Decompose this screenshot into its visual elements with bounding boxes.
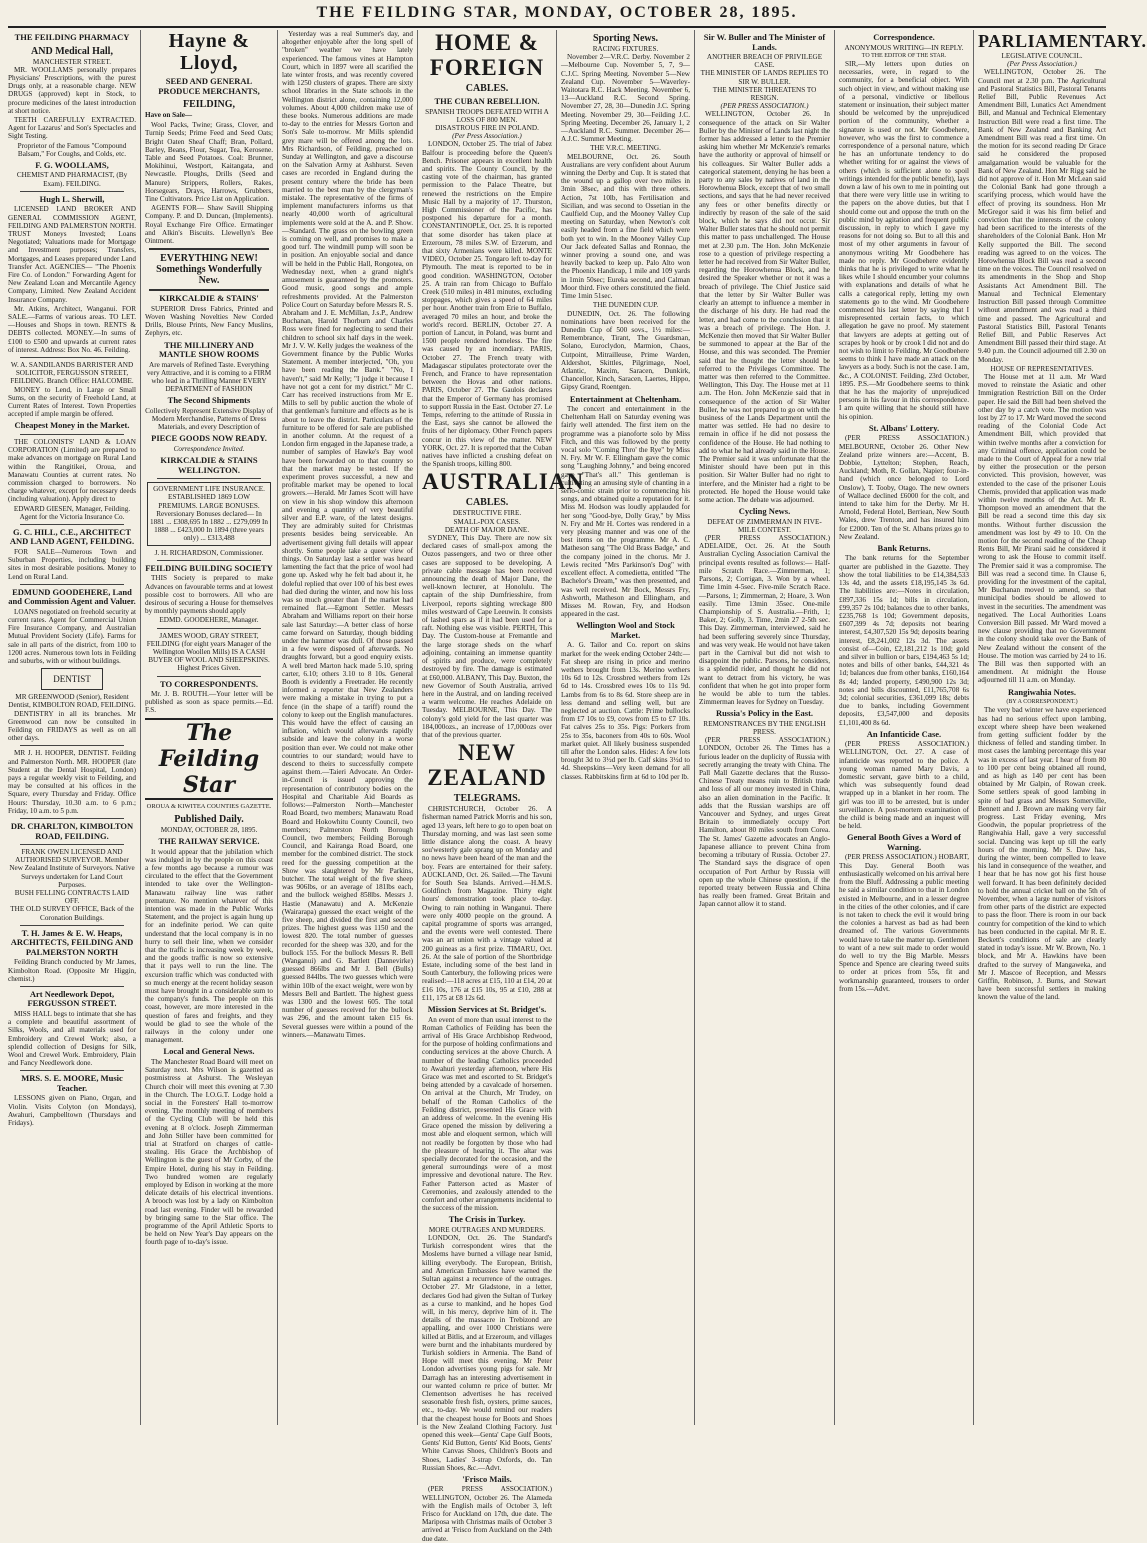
pharmacy-title: THE FEILDING PHARMACY <box>14 32 130 42</box>
heaps-notice: T. H. James & E. W. Heaps, ARCHITECTS, FEILDING AND PALMERSTON NORTH <box>10 927 134 957</box>
greenwood-notice: MR GREENWOOD (Senior), Resident Dentist, KIMBOLTON ROAD, FEILDING. <box>8 693 136 710</box>
railway-title: THE RAILWAY SERVICE. <box>158 836 260 847</box>
needlework-title: Art Needlework Depot, FERGUSSON STREET. <box>27 988 117 1009</box>
buller-title: Sir W. Buller and The Minister of Lands. <box>703 32 826 52</box>
column-8 <box>978 30 1147 1425</box>
column-divider <box>834 30 835 1425</box>
correspondence-invited: Correspondence Invited. <box>173 444 245 453</box>
russia-title: Russia's Policy in the East. <box>715 708 814 719</box>
dentist-logo: DENTIST <box>41 668 103 690</box>
correspondence-body: SIR,—My letters upon duties on necessaries, were, in regard to the community, for a beneficial object. With such object in view, and without making use of a personal, vindictive or libellous statement or insinuation, their subject matter should be welcomed by the unprejudiced portion of the community, whether a signature is used or not. Mr Goodbehere, however, who was the first to commence a correspondence of a personal nature, which he has an unfortunate tendency to do whether writing for or against the views of others (which is sufficient alone to spoil writings intended for the public benefit), lays down a law of his own to me in pointing out that there were very little use in writing to the papers on the above duties, but that I should come out and oppose the truth on the public mind by agitation and frequent public discussion, in reply to which I gave my reasons for not doing so. But to all this and most of my other arguments in favour of anonymous writing Mr Goodbehere has made no reply. Mr Goodbehere evidently thinks that he is privileged to write what he likes while I should encumber your columns with explanations and details of what he calls a categorical reply, letting my own statements go to the wind. Mr Goodbehere commenced his last letter by saying that I misrepresented certain facts, to which allegation he gave no proof. My statement that lawyers are adepts at getting out of scrapes by hook or by crook I did not and do not wish to limit to Feilding. Mr Goodbehere seems to think I have made an attack on the lawyers as a body. Such is not the case. I am, &c., A COLONIST. Feilding, 23rd October, 1895. P.S.—Mr Goodbehere seems to think that he has the majority of unprejudiced persons in his favour in this correspondence. I am quite willing that he should still have his opinion. <box>839 59 969 421</box>
atkins-notice: Mr. Atkins, Architect, Wanganui. FOR SALE.—Farms of various areas. TO LET.—Houses and Shops in town. RENTS & DEBTS collected. MONEY.—In sums of £100 to £500 and upwards at current rates of interest. Address: Box No. 46. Feilding. <box>8 304 136 354</box>
gazette-line: OROUA & KIWITEA COUNTIES GAZETTE. <box>146 802 272 810</box>
chemist-line: CHEMIST AND PHARMACIST, (By Exam). FEILDING. <box>16 171 128 188</box>
buller-press: (PER PRESS ASSOCIATION.) <box>720 102 809 111</box>
have-on-sale: Have on Sale— <box>145 111 193 119</box>
smallpox-cases: SMALL-POX CASES. <box>453 517 521 526</box>
second-shipments: The Second Shipments <box>167 395 251 406</box>
telegrams-title: TELEGRAMS. <box>453 793 521 805</box>
woollams-name: F. G. WOOLLAMS, <box>35 159 109 170</box>
forsale-notice: FOR SALE—Numerous Town and Suburban Properties, including building sites in most desirable positions. Money to Lend on Rural Land. <box>8 547 136 581</box>
pharmacy-body: MR. WOOLLAMS personally prepares Physicians' Prescriptions, with the purest Drugs only, at a reasonable charge. NEW DRUGS (approved) kept in Stock, to procure medicines of the latest introduction at short notice. <box>8 65 136 115</box>
cuban-rebellion: THE CUBAN REBELLION. <box>434 96 540 106</box>
sandilands-notice: W. A. SANDILANDS BARRISTER AND SOLICITOR, FERGUSSON STREET, FEILDING. Branch Office: HALCOMBE. <box>10 361 134 386</box>
column-divider <box>973 30 974 1425</box>
mission-title: Mission Services at St. Bridget's. <box>427 1004 547 1014</box>
pharmacy-subtitle: AND Medical Hall, <box>31 45 113 57</box>
sherwill-name: Hugh L. Sherwill, <box>39 193 105 204</box>
buller-sub3: THE MINISTER THREATENS TO RESIGN. <box>712 85 817 103</box>
column-5 <box>561 30 690 1425</box>
column-3-body: Yesterday was a real Summer's day, and altogether enjoyable after the long spell of "broken" weather we have lately experienced. The famous vines at Hampton Court, which in 1897 were all scarified the late winter frosts, and was recently covered with 1250 clusters of grapes. There are sixty school libraries in the State schools in the Wellington district alone, containing 12,000 volumes. About 4,000 children make use of these books. Numerous additions are made to-day to the entries for Messrs Gorton and Son's Sale to-morrow. Mr Mills splendid grey mare will be offered among the lots. Mrs Richardson, of Feilding, preached on Sunday at Wellington, and gave a discourse on the Salvation Army at Ashhurst. Seven cases are recorded in England during the present century where the bride has been married to the best man by the clergyman's mistake. The representative of the firms of implement manufacturers informs us that nearly 40,000 worth of agricultural implements were sold at the A. and P. Show.—Standard. The grass on the bowling green is coming on well, and promises to make a good turf. The windmill pump will soon be in position. An enjoyable social and dance will be held in the Public Hall, Rongotea, on Wednesday next, when a grand night's amusement is guaranteed by the promoters. Good music, good songs and ample refreshments provided. At the Palmerston Police Court on Saturday before Messrs R. S. Abraham and J. E. McMillan, J.s.P., Andrew Buchanan, Harold Thorburn and Charles Ross were fined for neglecting to send their children to school six half days in the week. Mr J. V. W. Kelly judges the weakness of the Government finance by the Public Works Statement. A member interjected, "Oh, you have been reading the Bank." "No, I haven't," said Mr Kelly; "I judge it because I have not got a cent for my district." Mr C. Carr has received instructions from Mr E. Mills to sell by public auction the whole of that gentleman's furniture and effects as he is about to leave the district. Particulars of the furniture to be offered for sale are published in another column. At the request of a London firm engaged in the Japanese trade, a number of samples of Hawke's Bay wool have been forwarded on to that country so that the market may be tested. If the experiment proves successful, a new and profitable market may be opened to local growers.—Herald. Mr James Scott will have on view in his shop window this afternoon and evening a quantity of very beautiful silver and E.P. ware, of the latest designs. They are admirably suited for Christmas presents besides being serviceable. An advertisement giving full details will appear shortly. Some people take a queer view of things. On Saturday last a settler was heard lamenting the fact that the price of wool had gone up. Asked why he felt bad about it, he doleful replied that over 100 of his best ewes had died during the winter, and now his loss was so much greater than if the market had remained flat.—Egmont Settler. Messrs Abraham and Williams report on their horse sale last Saturday:—A better class of horse came forward on Saturday, though bidding under the hammer was dull. Of those passed in a few were disposed of afterwards. No draughts forward, but a good enquiry exists. A well bred Marton hack made 5.10, spring carter, 6.10; others 3.10 to 8 10s. General Booth is evidently a Freetrader. He recently informed a reporter that New Zealanders were making a mistake in trying to put a fence (in the shape of a tariff) round the colony to keep out the English manufactures. This would have the effect of causing an inflation, which would afterwards rapidly subside and leave the colony in a worse position than ever. We could not make other countries to our standard; would have to descend to theirs to successfully compete against them.—Taieri Advocate. An Order-in-Council is issued approving the representation of contributory bodies on the Hospital and Charitable Aid Boards as follows:—Palmerston North—Manchester Road Board, two members; Manawatu Road Board and Hokowhitu County Council, two members; Palmerston North Borough Council, two members; Feilding Borough Council, and Kairanga Road Board, one member for the combined district. The stock reed for the guessing competition at the Show was slaughtered by Mr Parkins, butcher. The total weight of the five sheep was 906lbs, or an average of 181lbs each, and the bullock weighed 858lbs. Messrs J. Hastie (Manawatu) and A. McKenzie (Wairarapa) guessed the exact weight of the five sheep, and divided the first and second prizes. The highest guess was 1150 and the lowest 820. The total number of guesses recorded for the sheep was 320, and for the bullock 155. For the bullock Messrs R. Bell (Wanganui) and G. Bartlett (Dannevirke) guessed 866lbs and Mr J. Bell (Bulls) guessed 844lbs. The two guesses which were within 10lb of the exact weight, were won by Messrs Bell and Bartlett. The highest guess was 1300 and the lowest 605. The total number of guesses received for the bullock was 296, and the amount taken £15 6s. Several guesses were within a pound of the winners.—Manawatu Times. <box>282 30 413 1039</box>
entertainment-title: Entertainment at Cheltenham. <box>569 393 682 404</box>
column-divider <box>140 30 141 1425</box>
correspondents-body: Mr. J. B. ROUTH.—Your letter will be published as soon as space permits.—Ed. F.S. <box>145 690 273 715</box>
masthead: THE FEILDING STAR, MONDAY, OCTOBER 28, 1895. <box>316 4 798 21</box>
moore-notice: MRS. S. E. MOORE, Music Teacher. <box>21 1073 123 1093</box>
entertainment-body: The concert and entertainment in the Cheltenham Hall on Saturday evening was fairly well attended. The first item on the programme was a pianoforte solo by Miss Fitch, and this was followed by the pretty vocal solo "Coming Thro' the Rye" by Miss N. Fry. Mr W. F. Ellingham gave the comic song "Laughing Johnny," and being encored gave "That's all." This gentleman is cultivating an amusing style of chanting in a serio-comic strain prior to commencing his songs, and obtained quite a reputation for it. Miss M. Hodson was loudly applauded for her song "Good-bye, Dolly Gray," by Miss N. Fry and Mr H. Cortes was rendered in a very pleasing manner and was one of the best items on the programme. Mr A. C. Matheson sang "The Old Brass Badge," and the company joined in the chorus. Mr J. Lewis recited "Mrs Parkinson's Dog" with excellent effect. A comedietta, entitled "The Bachelor's Dream," was then presented, and was well received. Mr Bock, Messrs Fry, Ashworth, Matheson and Ellingham, and Misses M. Rowan, Fry, and Hodson appeared in the cast. <box>561 405 690 619</box>
rangiwahia-body: The very bad winter we have experienced has had no serious effect upon lambing, except where sheep have been weakened from getting sufficient fodder by the thickness of felled and standing timber. In most cases the lambing percentage this year was in excess of last year. I hear of from 80 to 100 per cent being obtained all round, and as high as 140 per cent has been obtained by Mr Galpin, of Rowan creek. Some settlers speak of good lambing in spite of bad grass and Messrs Somerville, Bennett and J. Brown are making very fair progress. Last Friday evening, Mrs Goodwin, the popular proprietress of the Rangiwahia Hall, gave a very successful social. Dancing was kept up till the early hours of the morning. Mr S. Daw has, during the winter, been compelled to leave his land in consequence of the weather, and I hear that he has now got his first house well forward. It has been definitely decided to hold the annual cricket ball on the 5th of November, when a large number of visitors from other parts of the district are expected to pass the floor. There is room in our back country for competition of the kind to which has been conducted in the capital. Mr R. E. Beckett's conditions of sale are clearly stated in today's issue. Mr W. Brown, No. 1 block, and Mr A. Hawkins have been drafted to the survey of Mangaweka, and Mr J. Mascoe of Reception, and Messrs Griffin, Robinson, J. Burns, and Stewart have been successful settlers in making known the value of the land. <box>978 706 1106 1002</box>
column-divider <box>417 30 418 1425</box>
sporting-title: Sporting News. <box>592 33 658 44</box>
everything-new: EVERYTHING NEW! Somethings Wonderfully New. <box>156 253 262 287</box>
column-3 <box>282 30 413 1425</box>
home-foreign-title: HOME & FOREIGN <box>429 30 545 80</box>
kirkcaldie-wellington: KIRKCALDIE & STAINS WELLINGTON. <box>160 455 258 475</box>
cycling-body: (PER PRESS ASSOCIATION.) ADELAIDE, Oct. 26. At the South Australian Cycling Association Carnival the principal events resulted as follows:— Half-mile Scratch Race.—Zimmerman, 1; Parsons, 2; Corrigan, 3. Won by a wheel. Time 1min 4-5sec. Five-mile Scratch Race.—Parsons, 1; Zimmerman, 2; Hoare, 3. Won easily. Time 13min 35sec. One-mile Championship of S. Australia.—Frith, 1; Baker, 2; Golly, 3. Time, 2min 27 2-5th sec. This Day. Zimmerman, interviewed, said he had been suffering severely since Thursday, and was very weak. He would not have taken part in the Carnival but did not wish to disappoint the public. Parsons, he considers, is a splendid rider, and thought he did not want to detract from his victory, he was confident that when he got into proper form he would be able to turn the tables. Zimmerman leaves for Sydney on Tuesday. <box>699 534 830 707</box>
parliamentary-title: PARLIAMENTARY. <box>978 31 1147 51</box>
legislative-council: LEGISLATIVE COUNCIL. <box>1001 52 1083 60</box>
hooper-notice: MR J. H. HOOPER, DENTIST. Feilding and Palmerston North. MR. HOOPER (late Student at the Dental Hospital, London) pays a regular weekly visit to Feilding, and may be consulted at his offices in the Square, every Thursday and Friday. Office Hours: Thursday, 10.30 a.m. to 6 p.m.; Friday, 10 a.m. to 5 p.m. <box>8 749 136 815</box>
survey-office: THE OLD SURVEY OFFICE, Back of the Coronation Buildings. <box>10 905 134 922</box>
column-7 <box>839 30 969 1425</box>
australian-cables: CABLES. <box>465 497 509 509</box>
seed-merchants: SEED AND GENERAL PRODUCE MERCHANTS, <box>158 76 260 96</box>
agents-list: AGENTS FOR— Shaw Savill Shipping Company. P. and D. Duncan, (Implements). Royal Exchange Fire Office. Ermatinger and Alkin's Biscuits. Llewellyn's Bee Ointment. <box>145 204 273 246</box>
destructive-fire: DESTRUCTIVE FIRE. <box>452 509 522 518</box>
rangiwahia-title: Rangiwahia Notes. <box>1007 686 1076 697</box>
marvels-text: Are marvels of Refined Taste. Everything very Attractive, and it is coming to a FIRM who lead in a Thrilling Manner EVERY DEPARTMENT of FASHION <box>146 360 272 394</box>
dunedin-body: DUNEDIN, Oct. 26. The following nominations have been received for the Dunedin Cup of 500 sovs., 1½ miles:—Remembrance, Tirant, The Guardsman, Solano, Euroclydon, Marmion, Chaos, Cutpoint, Mitrailleuse, Prime Warden, Aldershot, Skittles, Pilgrimage, Noel, Atlantic, Maxim, Saracen, Dunkirk, Chancellor, Kinch, Saracen, Laertes, Hippo, Gipsy Grand, Roentgen. <box>561 309 690 392</box>
millinery-title: THE MILLINERY AND MANTLE SHOW ROOMS <box>159 339 259 360</box>
hayne-lloyd-title: Hayne & Lloyd, <box>168 30 250 74</box>
australian-body: SYDNEY, This Day. There are now six declared cases of small-pox among the Ouzos passengers, and two or three other cases are supposed to be developing. A private cable message has been received announcing the death of Major Dane, the well-known lecturer, at Honolulu. The captain of the ship Dumfriesshire, from Liverpool, reports sighting wreckage 800 miles westward of Cape Leeuwin. It consists of lashed spars as if it had been used for a raft. Nothing else was visible. PERTH, This Day. The Custom-house at Fremantle and the large storage sheds on the wharf adjoining, containing an immense quantity of spirits and produce, were completely destroyed by fire. The damage is estimated at £60,000. ALBANY, This Day. Buxton, the new Governor of South Australia, arrived here in the Austral, and on landing received a warm welcome. He reaches Adelaide on Tuesday. MELBOURNE, This Day. The colony's gold yield for the last quarter was 184,000ozs., an increase of 17,000ozs over that of the previous quarter. <box>422 534 552 739</box>
correspondence-sub: ANONYMOUS WRITING—IN REPLY. <box>844 43 964 52</box>
charlton-notice: DR. CHARLTON, KIMBOLTON ROAD, FEILDING. <box>10 821 134 841</box>
nz-body: CHRISTCHURCH, October 26. A fisherman named Patrick Morris and his son, aged 13 years, left here to go to open boat on Thursday morning, and was last seen some little distance along the coast. A heavy sou'westerly gale sprang up on Monday and no news have been heard of the man and the boy. Fears are entertained for their safety. AUCKLAND, Oct. 26. Sailed.—The Tavuni for South Sea Islands. Arrived.—H.M.S. Goldfinch from Magazine. Thirty eight hours' demonstration took place to-day. Owing to rain nothing in Wanganui. There were only 4000 people on the ground. A capital programme of sports was arranged, and the events were well contested. There was an art union with a vintage valued at 200 guineas as a first prize. TIMARU, Oct. 26. At the sale of portion of the Shortbridge Estate, including some of the best land in South Canterbury, the following prices were realised:—118 acres at £15, 110 at £14, 20 at £16 10s, 176 at £15 10s, 95 at £10, 288 at £11, 175 at £8 12s 6d. <box>422 805 552 1002</box>
buller-body: WELLINGTON, October 26. In consequence of the attack on Sir Walter Buller by the Minister of Lands last night the former has addressed a letter to the Premier asking him whether Mr McKenzie's remarks have the authority or approval of himself or his colleagues. Sir Walter Buller adds a categorical statement, denying he has been a party to any sales by natives of land in the Horowhenua Block, except that of two small sections, and says that he had never received any fees or other benefits directly or indirectly by reason of the sale of the said block, which he says did not occur. Sir Walter Buller states that he should not permit this matter to pass unchallenged. The House met at 2.30 p.m. The Hon. John McKenzie rose to a question of privilege respecting a letter he had received from Sir Walter Buller, regarding the Horowhenua Block, and he desired the Speaker whether or not it was a breach of privilege. The Chief Justice said that the letter by Sir Walter Buller was clearly an attempt to influence a member in the discharge of his duty. He had read the letter, and had come to the conclusion that it was a breach of privilege. The Hon. J. McKenzie then moved that Sir Walter Buller be summoned to appear at the Bar of the House, and this was seconded. The Premier said that he thought the letter should be referred to the Privileges Committee. The matter was then referred to the Committee. Wellington, This Day. The House met at 11 a.m. The Hon. John McKenzie said that in consequence of the action of Sir Walter Buller, he was not prepared to go on with the business of the Lands Department until the matter was settled. He had no desire to remain in office if he did not possess the confidence of the House. He had nothing to add to what he had already said in the House. The Premier said it was unfortunate that the Minister should have been put in this position. Sir Walter Buller had no right to interfere, and the Minister had a right to be protected. He hoped the House would take some action. The debate was adjourned. <box>699 110 830 504</box>
crisis-subtitle: MORE OUTRAGES AND MURDERS. <box>428 1225 546 1234</box>
kirkcaldie-body: SUPERIOR Dress Fabrics, Printed and Woven Washing Novelties New Corded Drills, Blouse Prints, New Fancy Muslins, Zephyrs, etc. <box>145 304 273 338</box>
australian-title: AUSTRALIAN <box>422 469 585 495</box>
foreign-body: LONDON, October 25. The trial of Jabez Balfour is proceeding before the Queen's Bench. Prisoner appears in excellent health and spirits. The County Council, by the casting vote of the chairman, has granted permission to the Palace Theatre, but renewed the restrictions on the Empire Music Hall by a majority of 17. Thurston, High Commissioner of the Pacific, has postponed his departure for a month. CONSTANTINOPLE, Oct. 25. It is reported that some disorder has taken place at Erzeroum, 78 miles S.W. of Erzerum, and that sixty Armenians were killed. MONTE VIDEO, October 25. Tongaro left to-day for Plymouth. The meat is reported to be in good condition. WASHINGTON, October 25. A train ran from Chicago to Buffalo Creek (510 miles) in 481 minutes, excluding stoppages, which gives a speed of 64 miles per hour. Another train from Erie to Buffalo, averaged 70 miles an hour, and broke the world's record. BERLIN, October 27. A portion of Lancut, in Poland, was burnt and 1500 people rendered homeless. The fire was caused by an incendiary. PARIS, October 27. The French treaty with Madagascar stipulates protectorate over the French, and France to have representation between the Hovas and other nations. PARIS, October 27. The Gaulois declares that the Emperor of Germany has promised to support Russia in the East. October 27. Le Temps, referring to the attitude of Russia in the East, says she cannot be allowed the fruits of her diplomacy. Other French papers concur in this view of the matter. NEW YORK, Oct. 27. It is reported that the Cuban natives have inflicted a crushing defeat on the Spanish troops, killing 800. <box>422 140 552 469</box>
booth-body: (PER PRESS ASSOCIATION.) HOBART, This Day. General Booth was enthusiastically welcomed on his arrival here from the Bluff. Addressing a public meeting he said a similar condition to that in London existed in Melbourne, and in a lesser degree in the cities of the other colonies, and if care is not taken to check the evil it would bring the colonies a harvest as bad as had been dreamed of. The various Governments would have to take the matter up. Gentlemen to want of a new suit made to order would do well to try the Big Marble. Messrs Spence and Spence are clearing tweed suits to order at prices from 55s, fit and workmanship guaranteed, trousers to order from 15s.—Advt. <box>839 853 969 993</box>
hall-notice: MISS HALL begs to intimate that she has a complete and beautiful assortment of Silks, Wools, and all materials used for Embroidery and Crewel Work; also, a splendid collection of Designs for Silk, Wool and Crewel Work. Embroidery, Plain and Fancy Needlework done. <box>8 1009 136 1068</box>
column-2 <box>145 30 273 1425</box>
parl-press: (Per Press Association.) <box>1007 60 1077 69</box>
crisis-title: The Crisis in Turkey. <box>448 1214 526 1225</box>
column-6 <box>699 30 830 1425</box>
russia-subtitle: REMONSTRANCES BY THE ENGLISH PRESS. <box>703 719 826 737</box>
infanticide-body: (PER PRESS ASSOCIATION.) WELLINGTON, Oct. 27. A case of infanticide was reported to the police. A young woman named Mary Davis, a domestic servant, gave birth to a child, which was subsequently found dead wrapped up in a blanket in her room. The girl was too ill to be arrested, but is under surveillance. A post-mortem examination of the child is being made and an inquest will be held. <box>839 740 969 831</box>
cycling-title: Cycling News. <box>738 506 791 517</box>
owen-notice: FRANK OWEN LICENSED AND AUTHORISED SURVEYOR. Member New Zealand Institute of Surveyors. Native Surveys undertaken for Land Court Purposes. <box>9 848 135 889</box>
balsam-notice: Proprietor of the Famous "Compound Balsam," For Coughs, and Colds, etc. <box>17 141 127 158</box>
wool-market-body: A. G. Tailor and Co. report on skins market for the week ending October 24th:—Fat sheep are rising in price and merino wethers brought from 13s. Merino wethers 10s 6d to 12s. Crossbred wethers from 12s 6d to 14s. Crossbred ewes 10s to 11s 9d. Lambs from 6s to 8s 6d. Store sheep are in less demand and selling well, but are neglected at auction. Cattle: Prime bullocks from £7 10s to £9, cows from £5 to £7 10s. Fat calves 25s to 35s. Pigs: Porkers from 25s to 35s, baconers from 40s to 60s. Wool market quiet. All likely business suspended till after the London sales. Hides: A few lots brought 3d to 3½d per lb. Calf skins 3½d to 4d. Sheepskins—Very keen demand for all classes. Rabbitskins firm at 6d to 10d per lb. <box>561 641 690 781</box>
building-society-title: FEILDING BUILDING SOCIETY <box>145 562 273 573</box>
cables-title: CABLES. <box>465 83 509 94</box>
correspondence-title: Correspondence. <box>873 32 935 42</box>
lottery-body: (PER PRESS ASSOCIATION.) MELBOURNE, October 26. Other New Zealand prize winners are:—Accent, B. Dobbie, Lyttelton; Stephen, Reach, Auckland; Moth, R. Gollan, Napier; four-in-hand (which once belonged to Lord Onslow), T. Tooby, Otago. The new owners of Wallace declined £6000 for the colt, and intend to take him for the Derby. Mr H. Arnold, Federal Hotel, Berriean, New South Wales, drew Trenton, and has insured him for £2000. Ten of the St. Albans prizes go to New Zealand. <box>839 434 969 541</box>
buller-sub2: THE MINISTER OF LANDS REPLIES TO SIR W. BULLER. <box>700 69 829 86</box>
piece-goods: PIECE GOODS NOW READY. <box>151 433 267 444</box>
branch-notice: Feilding Branch conducted by Mr James, Kimbolton Road. (Opposite Mr Higgin, chemist.) <box>8 958 136 983</box>
column-divider <box>277 30 278 1425</box>
mission-body: An event of more than usual interest to the Roman Catholics of Feilding has been the arrival of His Grace Archbishop Redwood, for the purpose of holding confirmations and conducting services at the above Church. A number of the leading Catholics proceeded to Awahuri yesterday afternoon, where His Grace was met and escorted to St. Bridget's being attended by a cavalcade of horsemen. On arrival at the Church, Mr Trudey, on behalf of the Roman Catholics of the Feilding district, presented His Grace with an address of welcome. In the evening His Grace opened the mission by delivering a most able and eloquent sermon, which will not readily be forgotten by those who had the pleasure of hearing it. The altar was specially decorated for the occasion, and the general surroundings were of a most impressive and devotional nature. The Rev. Father Patterson acted as Master of Ceremonies, and zealously attended to the comfort and other arrangements incidental to the success of the mission. <box>422 1015 552 1213</box>
bush-notice: BUSH FELLING CONTRACTS LAID OFF. <box>14 889 130 906</box>
russia-body: (PER PRESS ASSOCIATION.) LONDON, October 26. The Times has a furious leader on the duplicity of Russia with secretly arranging the treaty with China. The Pall Mall Gazette declares that the Russo-Chinese Treaty means ruin to British trade and loss of all our money invested in China, also an alien domination in the Pacific. It adds that the Russian warships are off Vancouver and Sydney, and urges Great Britain to immediately occupy Port Hamilton, about 80 miles south from Corea. The St. James' Gazette advocates an Anglo-Japanese alliance to prevent China from becoming a tributary of Russia. October 27. The Standard says the disgrace of open occupation of Port Arthur by Russia will open up the whole Chinese question, if the reported treaty between Russia and China has really been framed. Great Britain and Japan cannot allow it to stand. <box>699 736 830 909</box>
govt-life-insurance: GOVERNMENT LIFE INSURANCE. ESTABLISHED 1869 LOW PREMIUMS. LARGE BONUSES. Reversionary Bonuses declared— In 1881 ... £308,695 In 1882 ... £279,099 In 1888 ... £423,000 In 1894 (three years only) ... £313,488 <box>147 482 271 545</box>
death-major-dane: DEATH OF MAJOR DANE. <box>444 525 530 534</box>
lottery-title: St. Albans' Lottery. <box>868 422 940 433</box>
loans-notice: LOANS negotiated on freehold security at current rates. Agent for Commercial Union Fire Insurance Company, and Australian Mutual Provident Society (Life). Farms for sale in all parts of the district, from 100 to 1200 acres. Numerous town lots in Feilding and suburbs, with or without buildings. <box>8 607 136 665</box>
issue-date: MONDAY, OCTOBER 28, 1895. <box>160 825 258 834</box>
giesen-signature: EDWARD GIESEN, Manager, Feilding. <box>13 504 131 513</box>
council-body: WELLINGTON, October 26. The Council met at 2.30 p.m. The Agricultural and Pastoral Statistics Bill, Pastoral Tenants Relief Bill, Public Revenues Act Amendment Bill, Lunatics Act Amendment Bill, and Manual and Technical Elementary Instruction Bill were read a first time. The Bank of New Zealand and Banking Act Amendment Bill was read a first time. On the motion for its second reading Dr Grace said he considered the proposed amalgamation would be valuable for the Bank of New Zealand. Hon Mr Rigg said he did not approve of it. Hon Mr McLean said the Colonial Bank had gone through a scarifying process, which would have the effect of proving its soundness. Hon Mr McGregor said it was his firm belief and conviction that the interests of the colony had been sacrificed to the interests of the shareholders of the Colonial Bank. Hon Mr Kelly supported the Bill. The second reading was agreed to on the voices. The Horowhenua Block Bill was read a second time on the voices. The Council resolved on its amendments in the Shop and Shop Assistants Act Amendment Bill. The Manual and Technical Elementary Instruction Bill passed through Committee without amendment and was read a third time and passed. The Agricultural and Pastoral Statistics Bill, Pastoral Tenants Relief Bill, and Public Reserves Act Amendment Bill passed their third stage. At 9.40 p.m. the Council adjourned till 2.30 on Monday. <box>978 68 1106 364</box>
frisco-title: 'Frisco Mails. <box>462 1473 512 1484</box>
column-4 <box>422 30 585 1543</box>
frisco-body: (PER PRESS ASSOCIATION.) WELLINGTON, October 26. The Alameda with the English mails of October 3, left Frisco for Auckland on 17th, due date. The Mariposa with Christmas mails of October 3 arrived at 'Frisco from Auckland on the 24th due date. <box>422 1485 552 1543</box>
house-reps-body: The House met at 11 a.m. Mr Ward moved to reinstate the Asiatic and other Immigration Restriction Bill on the Order paper. He said the Bill had been shelved the other day by a catch vote. The motion was lost by 27 to 17. Mr Ward moved the second reading of the Colonial Code Act Amendment Bill, which provided that within twelve months after a conviction for any Criminal offence, application could be made to the Court of Appeal for a new trial by either the prosecution or the person convicted. This provision, however, was extended to the case of the prisoner Louis Chemis, provided that application was made within twelve months of the Act. Mr R. Thompson moved an amendment that the Bill be read a second time this day six months. Without further discussion the amendment was lost by 49 to 10. On the motion for the second reading of the Cheap Rents Bill, Mr Pirani said he considered it wrong to ask the House to commit itself. The Premier said it was a compromise. The Bill was read a second time. In Clause 6, providing for the investment of the capital, Mr Buchanan moved to amend, so that municipal bodies should be allowed to invest in the securities. The amendment was negatived. The Local Authorities Loans Conversion Bill passed. Mr Ward moved a new clause providing that no Government in the colony should take over the Bank of New Zealand without the consent of the House. The motion was carried by 24 to 16. The Bill was then supported with an amendment. At midnight the House adjourned till 11 a.m. on Monday. <box>978 372 1106 685</box>
disastrous-fire: DISASTROUS FIRE IN POLAND. <box>435 123 539 132</box>
money-notice: MONEY to Lend, in Large or Small Sums, on the security of Freehold Land, at Current Rates of Interest. Town Properties accepted if ample margin be offered. <box>8 385 136 419</box>
pharmacy-street: MANCHESTER STREET. <box>32 57 112 66</box>
house-reps-title: HOUSE OF REPRESENTATIVES. <box>990 364 1094 373</box>
hayne-feilding: FEILDING, <box>183 99 235 110</box>
published-daily: Published Daily. <box>174 813 244 825</box>
booth-title: General Booth Gives a Word of Warning. <box>847 832 961 852</box>
vrc-body: MELBOURNE, Oct. 26. South Australians are very confident about Aurum winning the Derby and Cup. It is stated that the wound up a gallop over two miles in 3min 38sec, and this with three others. Action, 7st 10lb, has Fertilisation and Sicilian, and was second to Ossetian in the Caulfield Cup, and the Mooney Valley Cup meeting on Saturday, when Newton's colt easily headed from a fine field which were both yet to win. In the Mooney Valley Cup Our Jack defeated Sallas and Ronnao, the winner proving a sound one, and was heavily backed to keep up. Palo Alto won the Phoenix Handicap, 1 mile and 109 yards in 1min 50sec; Eureka second, and Calman Moor third. Five others constituted the field. Time 1min 51sec. <box>561 152 690 301</box>
column-divider <box>694 30 695 1425</box>
vrc-title: THE V.R.C. MEETING. <box>590 144 661 153</box>
fixtures-body: November 2—V.R.C. Derby. November 2—Melbourne Cup. November 5, 7, 9—C.J.C. Spring Meeting. November 5—New Zealand Cup. November 5—Waverley-Waitotara R.C. Hack Meeting. November 6, 13—Auckland R.C. Second Spring. November 27, 28, 30—Dunedin J.C. Spring Meeting. November 29, 30—Feilding J.C. Spring Meeting. December 26, January 1, 2—Auckland R.C. Summer. December 26—A.J.C. Summer Meeting. <box>561 53 690 144</box>
wool-market-title: Wellington Wool and Stock Market. <box>576 620 675 640</box>
press-association: (Per Press Association.) <box>452 132 522 141</box>
victoria-agent: Agent for the Victoria Insurance Co. <box>19 512 125 521</box>
cheapest-money: Cheapest Money in the Market. <box>14 420 130 431</box>
sale-list: Wool Packs, Twine; Grass, Clover, and Turnip Seeds; Prime Feed and Seed Oats; Bright Oaten Sheaf Chaff; Bran, Pollard, Barley, Beans, Flour, Sugar, Tea, Kerosene. Table and Seed Potatoes. Coal: Brunner, Mokihinui, Westport, Kaitangata, and Newcastle. Ploughs, Drills (Seed and Manure) Strippers, Rollers, Rakes, Horsegears, Drays, Harrows, Grubbers, Tine Cultivators. Price List on Application. <box>145 121 273 204</box>
local-news-title: Local and General News. <box>163 1046 255 1057</box>
lessons-notice: LESSONS given on Piano, Organ, and Violin. Visits Colyton (on Mondays), Awahuri, Campbelltown (Thursdays and Fridays). <box>8 1094 136 1127</box>
kirkcaldie-title: KIRKCALDIE & STAINS' <box>159 293 259 304</box>
sherwill-body: LICENSED LAND BROKER AND GENERAL COMMISSION AGENT, FEILDING AND PALMERSTON NORTH. TRUST Moneys Invested; Loans Negotiated; Valuations made for Mortgage and Investment purposes; Transfers, Mortgages, and Leases prepared under Land Transfer Act. AGENCIES— "The Phoenix Fire Co. of London." Forwarding Agent for New Zealand Loan and Mercantile Agency Company, Limited. New Zealand Accident Insurance Company. <box>8 205 136 304</box>
bank-title: Bank Returns. <box>877 542 931 553</box>
column-divider <box>556 30 557 1425</box>
railway-body: It would appear that the jubilation which was indulged in by the people on this coast a few months ago because a rumour was circulated to the effect that the Government intended to take over the Wellington-Manawatu railway line was rather premature. No mention whatever of this intention was made in the Public Works Statement, and the project is again hung up for an indefinite period. We can quite understand that the local company is in no hurry to sell their line, when we consider that the traffic is increasing week by week, and the goods traffic is now so extensive that it pays well to run the line. The excursion traffic which was conducted with so much energy at the recent holiday season must have brought in a considerable sum to the company's funds. The people on this coast, however, are more interested in the question of fares and freights, and they would be glad to see the whole of the railways in the colony under one management. <box>145 847 273 1045</box>
crisis-body: LONDON, Oct. 26. The Standard's Turkish correspondent wires that the Moslems have burned a village near Ismid, killing everybody. The European, British, and American Embassies have warned the Sultan against a recurrence of the outrages. October 27. Mr Gladstone, in a letter, declares God had given the Sultan of Turkey as a curse to mankind, and he hopes God will, in his mercy, deprive him of it. The details of the massacre in Trebizond are appalling, and over 1000 Christians were killed at Bitlis, and at Erzeroum, and villages were burnt and the inhabitants murdered by Turkish soldiers in Armenia. The Band of Hope will meet this evening. Mr Peter London advertises young pigs for sale. Mr Darragh has an interesting advertisement in our wanted column re price of butter. Mr Clementson advertises he has received seasonable fresh fish, oysters, prime sauces, etc., to-day. We would remind our readers that the cheapest house for Boots and Shoes is the New Zealand Clothing Factory. Just opened this week—Genta' Cape Gulf Boots, Gents' Kid Button, Gents' Kid Boots, Gents' White Canvas Shoes, Children's Boots and Shoes, Ladies' 3-strap Oxfords, do. Tan Russian Shoes, &c.—Advt. <box>422 1234 552 1472</box>
to-correspondents: TO CORRESPONDENTS. <box>159 678 259 689</box>
masthead-rule <box>8 26 1106 28</box>
new-zealand-title: NEW ZEALAND <box>427 740 547 791</box>
hill-name: G. C. HILL, C.E., ARCHITECT AND LAND AGENT, FEILDING. <box>9 526 135 547</box>
goodebere-signature: EDMD. GOODEHERE, Manager. <box>159 616 259 625</box>
dentistry-notice: DENTISTRY in all its branches. Mr Greenwood can now be consulted in Feilding on FRIDAYS as well as on all other days. <box>8 709 136 743</box>
feilding-star-logo: The Feilding Star <box>145 718 273 800</box>
james-wood-notice: JAMES WOOD, GRAY STREET, FEILDING (for eight years Manager of the Wellington Woollen Mills) IS A CASH BUYER OF WOOL AND SHEEPSKINS. Highest Prices Given. <box>146 631 272 673</box>
cycling-subtitle: DEFEAT OF ZIMMERMAN IN FIVE-MILE CONTEST. <box>707 517 822 534</box>
column-1 <box>8 30 136 1425</box>
rangiwahia-sub: (BY A CORRESPONDENT.) <box>1006 699 1078 706</box>
richardson-signature: J. H. RICHARDSON, Commissioner. <box>154 548 264 557</box>
dunedin-title: THE DUNEDIN CUP. <box>592 301 659 310</box>
second-body: Collectively Represent Extensive Display of Modern Merchandise, Patterns of Dress Materials, and every Description of <box>145 406 273 432</box>
building-society-body: THIS Society is prepared to make Advances on favourable terms and at lowest possible cost to borrowers. All who are desirous of securing a House for themselves by monthly payments should apply <box>145 574 273 616</box>
goodeherer-name: EDMUND GOODEHERE, Land and Commission Agent and Valuer. <box>8 586 136 607</box>
spanish-troops: SPANISH TROOPS DEFEATED WITH A LOSS OF 800 MEN. <box>425 107 549 124</box>
teeth-notice: TEETH CAREFULLY EXTRACTED. Agent for Lazarus' and Son's Spectacles and Sight Testing. <box>8 115 136 141</box>
bank-body: The bank returns for the September quarter are published in the Gazette. They show the total liabilities to be £14,384,533 13s 4d, and the assets £18,195,145 3s 6d. The liabilities are:—Notes in circulation, £897,336 15s 1d; bills in circulation, £99,357 2s 10d; balances due to other banks, £235,768 1s 10d; Government deposits, £607,399 4s 7d; deposits not bearing interest, £4,307,520 15s 9d; deposits bearing interest, £8,241,002 12s 3d. The assets consist of—Coin, £2,181,212 1s 10d; gold and silver in bullion or bars, £194,463 5s 1d; notes and bills of other banks, £44,321 4s 1d; balances due from other banks, £160,164 8s 4d; landed property, £490,900 12s 3d; notes and bills discounted, £11,765,708 6s 3d; colonial securities, £361,099 18s; debts due to banks, including Government deposits, £3,547,000 and deposits £1,101,400 8s 6d. <box>839 554 969 727</box>
colonists-notice: THE COLONISTS' LAND & LOAN CORPORATION (Limited) are prepared to make advances on mortgage on Rural Land within the Rangitikei, Oroua, and Manawatu Counties at current rates. No commission charged to borrowers. No charge whatever, except for necessary deeds (including valuation). Apply direct to <box>8 437 136 504</box>
buller-sub1: ANOTHER BREACH OF PRIVILEGE CASE. <box>706 53 823 70</box>
infanticide-title: An Infanticide Case. <box>866 728 942 739</box>
local-news-body: The Manchester Road Board will meet on Saturday next. Mrs Wilson is gazetted as postmistress at Ashurst. The Wesleyan Church choir will meet this evening at 7.30 in the Church. The I.O.G.T. Lodge hold a social in the Foresters' Hall to-morrow evening. The monthly meeting of members of the Cycling Club will be held this evening at 8 o'clock. Joseph Zimmerman and John Stiller have been committed for trial at Stratford on charges of cattle-stealing. His Grace the Archbishop of Wellington is the guest of Mr Corby, of the Empire Hotel, during his stay in Feilding. Two hundred women are regularly employed by Edison in working at the more delicate details of his electrical inventions. A brooch was lost by a lady on Kimbolton road last evening. Finder will be rewarded by bringing same to the Star office. The programme of the April Athletic Sports to be held on New Year's Day appears on the fourth page of to-day's issue. <box>145 1057 273 1247</box>
racing-fixtures: RACING FIXTURES. <box>592 45 659 53</box>
to-editor: TO THE EDITOR OF THE STAR. <box>861 52 947 59</box>
